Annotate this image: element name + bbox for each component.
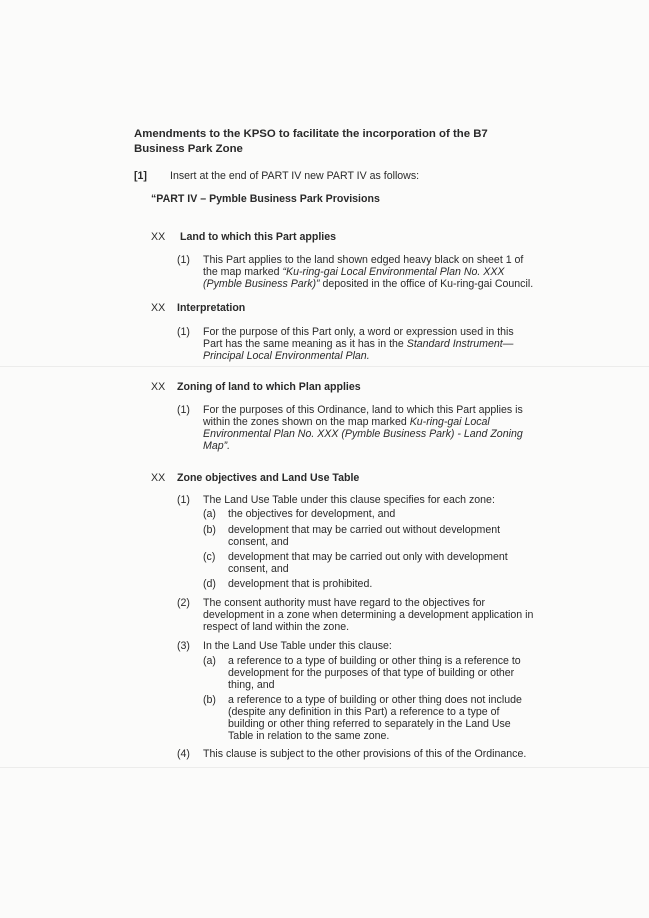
paragraph-text: consent, and [228,536,289,548]
subclause-text: (Pymble Business Park)” deposited in the office of Ku-ring-gai Council. [203,278,534,290]
subclause-number: (1) [177,326,190,338]
paragraph-text: a reference to a type of building or other thing is a reference to [228,655,521,667]
paragraph-number: (a) [203,655,216,667]
document-title-line1: Amendments to the KPSO to facilitate the incorporation of the B7 [134,128,488,140]
scan-line [0,366,649,367]
subclause-text: Map”. [203,440,231,452]
scan-line [0,767,649,768]
subclause-text: Principal Local Environmental Plan. [203,350,370,362]
paragraph-text: (despite any definition in this Part) a reference to a type of [228,706,500,718]
item-text: Insert at the end of PART IV new PART IV as follows: [170,170,420,182]
subclause-text: For the purposes of this Ordinance, land to which this Part applies is [203,404,523,416]
document-title-line2: Business Park Zone [134,143,243,155]
paragraph-text: development that is prohibited. [228,578,373,590]
paragraph-number: (b) [203,524,216,536]
section-number: XX [151,472,166,484]
paragraph-text: a reference to a type of building or other thing does not include [228,694,522,706]
subclause-text: within the zones shown on the map marked Ku-ring-gai Local [203,416,490,428]
section-heading: Land to which this Part applies [180,231,336,243]
subclause-text: In the Land Use Table under this clause: [203,640,392,652]
subclause-number: (2) [177,597,190,609]
subclause-text: Environmental Plan No. XXX (Pymble Business Park) - Land Zoning [203,428,523,440]
paragraph-text: development that may be carried out without development [228,524,501,536]
section-number: XX [151,302,166,314]
subclause-number: (1) [177,254,190,266]
section-number: XX [151,231,166,243]
paragraph-number: (c) [203,551,216,563]
paragraph-text: consent, and [228,563,289,575]
paragraph-number: (b) [203,694,216,706]
subclause-number: (4) [177,748,190,760]
subclause-text: The consent authority must have regard to the objectives for [203,597,486,609]
section-heading: Zoning of land to which Plan applies [177,381,361,393]
subclause-text: development in a zone when determining a development application in [203,609,534,621]
subclause-text: Part has the same meaning as it has in the Standard Instrument— [203,338,514,350]
subclause-number: (1) [177,404,190,416]
paragraph-text: the objectives for development, and [228,508,396,520]
paragraph-number: (d) [203,578,216,590]
subclause-text: This Part applies to the land shown edged heavy black on sheet 1 of [203,254,524,266]
paragraph-text: Table in relation to the same zone. [228,730,390,742]
paragraph-text: development for the purposes of that type of building or other [228,667,515,679]
paragraph-text: building or other thing referred to separately in the Land Use [228,718,511,730]
paragraph-number: (a) [203,508,216,520]
subclause-number: (3) [177,640,190,652]
part-heading: “PART IV – Pymble Business Park Provisions [151,193,380,205]
section-heading: Zone objectives and Land Use Table [177,472,360,484]
subclause-text: The Land Use Table under this clause specifies for each zone: [203,494,495,506]
subclause-number: (1) [177,494,190,506]
paragraph-text: thing, and [228,679,275,691]
subclause-text: For the purpose of this Part only, a word or expression used in this [203,326,514,338]
item-marker: [1] [134,170,147,182]
subclause-text: This clause is subject to the other provisions of this of the Ordinance. [203,748,527,760]
paragraph-text: development that may be carried out only with development [228,551,508,563]
subclause-text: the map marked “Ku-ring-gai Local Environmental Plan No. XXX [203,266,505,278]
section-heading: Interpretation [177,302,246,314]
subclause-text: respect of land within the zone. [203,621,350,633]
section-number: XX [151,381,166,393]
